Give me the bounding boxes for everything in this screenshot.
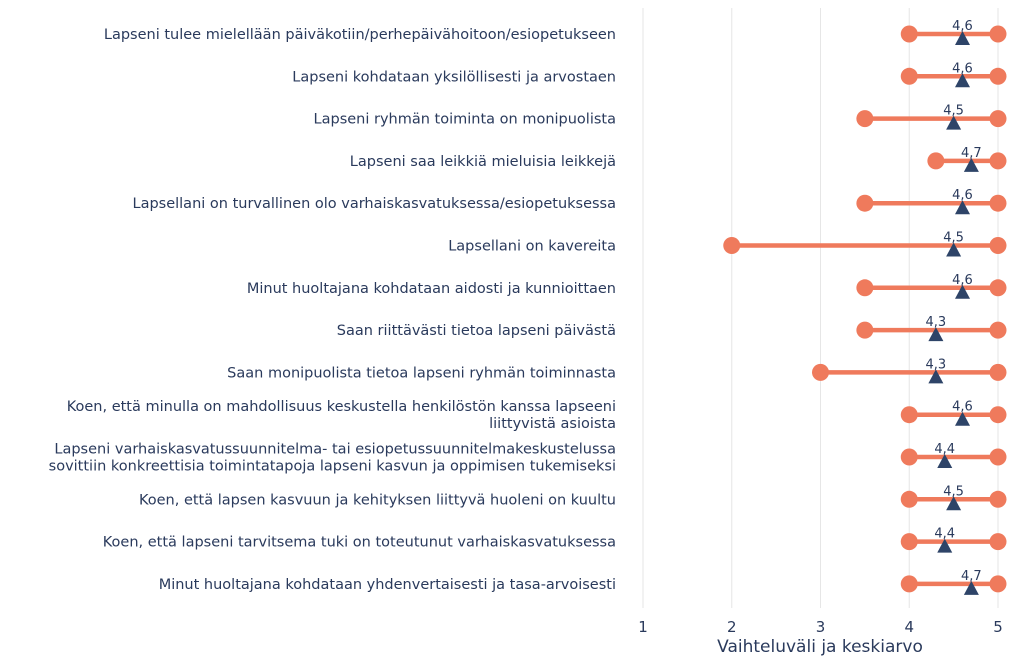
category-label: Lapseni varhaiskasvatussuunnitelma- tai esiopetussuunnitelmakeskustelussa (54, 441, 616, 458)
category-label: Minut huoltajana kohdataan yhdenvertaisesti ja tasa-arvoisesti (158, 576, 616, 593)
mean-label: 4,6 (952, 272, 973, 288)
range-row (856, 104, 1006, 130)
min-point (927, 152, 944, 169)
max-point (990, 575, 1007, 592)
max-point (990, 364, 1007, 381)
category-label: liittyvistä asioista (489, 416, 616, 433)
range-row (927, 146, 1006, 172)
mean-label: 4,6 (952, 61, 973, 77)
min-point (812, 364, 829, 381)
range-row (901, 484, 1007, 510)
category-label: Lapseni saa leikkiä mieluisia leikkejä (349, 153, 616, 170)
category-label: Lapseni ryhmän toiminta on monipuolista (313, 111, 616, 128)
mean-label: 4,5 (943, 484, 964, 500)
min-point (901, 26, 918, 43)
category-label: sovittiin konkreettisia toimintatapoja lapseni kasvun ja oppimisen tukemiseksi (48, 458, 616, 475)
min-point (723, 237, 740, 254)
mean-label: 4,6 (952, 188, 973, 204)
category-label: Saan monipuolista tietoa lapseni ryhmän toiminnasta (227, 365, 616, 382)
mean-label: 4,3 (925, 315, 947, 331)
range-row (901, 569, 1007, 595)
max-point (990, 68, 1007, 85)
max-point (990, 195, 1007, 212)
category-label: Minut huoltajana kohdataan aidosti ja kunnioittaen (246, 280, 616, 297)
min-point (901, 449, 918, 466)
range-row (856, 273, 1006, 299)
grid-layer (643, 8, 998, 608)
category-label: Lapsellani on kavereita (448, 238, 616, 255)
range-row (856, 188, 1006, 214)
mean-label: 4,7 (961, 568, 982, 584)
min-point (901, 491, 918, 508)
range-row (901, 527, 1007, 553)
range-row (901, 61, 1007, 87)
x-tick-label: 2 (726, 618, 737, 636)
min-point (856, 195, 873, 212)
min-point (901, 575, 918, 592)
mean-label: 4,5 (943, 230, 964, 246)
mean-label: 4,6 (952, 399, 973, 415)
range-row (901, 19, 1007, 45)
mean-label: 4,4 (934, 526, 956, 542)
category-label: Koen, että minulla on mahdollisuus keskustella henkilöstön kanssa lapseeni (66, 399, 616, 416)
min-point (901, 533, 918, 550)
max-point (990, 152, 1007, 169)
range-row (723, 231, 1006, 257)
x-axis-title: Vaihteluväli ja keskiarvo (717, 637, 923, 657)
mean-label: 4,7 (961, 145, 982, 161)
max-point (990, 533, 1007, 550)
max-point (990, 406, 1007, 423)
mean-label: 4,5 (943, 103, 964, 119)
category-label: Koen, että lapseni tarvitsema tuki on toteutunut varhaiskasvatuksessa (102, 534, 616, 551)
x-tick-label: 3 (815, 618, 826, 636)
min-point (856, 110, 873, 127)
max-point (990, 449, 1007, 466)
mean-label: 4,3 (925, 357, 947, 373)
category-label: Lapsellani on turvallinen olo varhaiskasvatuksessa/esiopetuksessa (132, 196, 616, 213)
min-point (901, 406, 918, 423)
mean-label: 4,4 (934, 442, 956, 457)
category-labels (49, 27, 616, 593)
range-row (856, 315, 1006, 341)
range-series (723, 19, 1006, 595)
range-row (901, 442, 1007, 468)
category-label: Lapseni kohdataan yksilöllisesti ja arvostaen (292, 69, 616, 86)
x-axis-ticks (638, 618, 1003, 636)
range-row (901, 400, 1007, 426)
max-point (990, 237, 1007, 254)
max-point (990, 110, 1007, 127)
max-point (990, 491, 1007, 508)
min-point (856, 322, 873, 339)
x-tick-label: 1 (638, 618, 648, 636)
max-point (990, 26, 1007, 43)
max-point (990, 279, 1007, 296)
category-label: Saan riittävästi tietoa lapseni päivästä (336, 323, 616, 340)
category-label: Koen, että lapsen kasvuun ja kehityksen liittyvä huoleni on kuultu (138, 492, 616, 509)
x-tick-label: 5 (993, 618, 1003, 636)
max-point (990, 322, 1007, 339)
mean-label: 4,6 (952, 19, 973, 34)
category-label: Lapseni tulee mielellään päiväkotiin/perhepäivähoitoon/esiopetukseen (103, 27, 616, 43)
min-point (901, 68, 918, 85)
x-tick-label: 4 (904, 618, 915, 636)
min-point (856, 279, 873, 296)
